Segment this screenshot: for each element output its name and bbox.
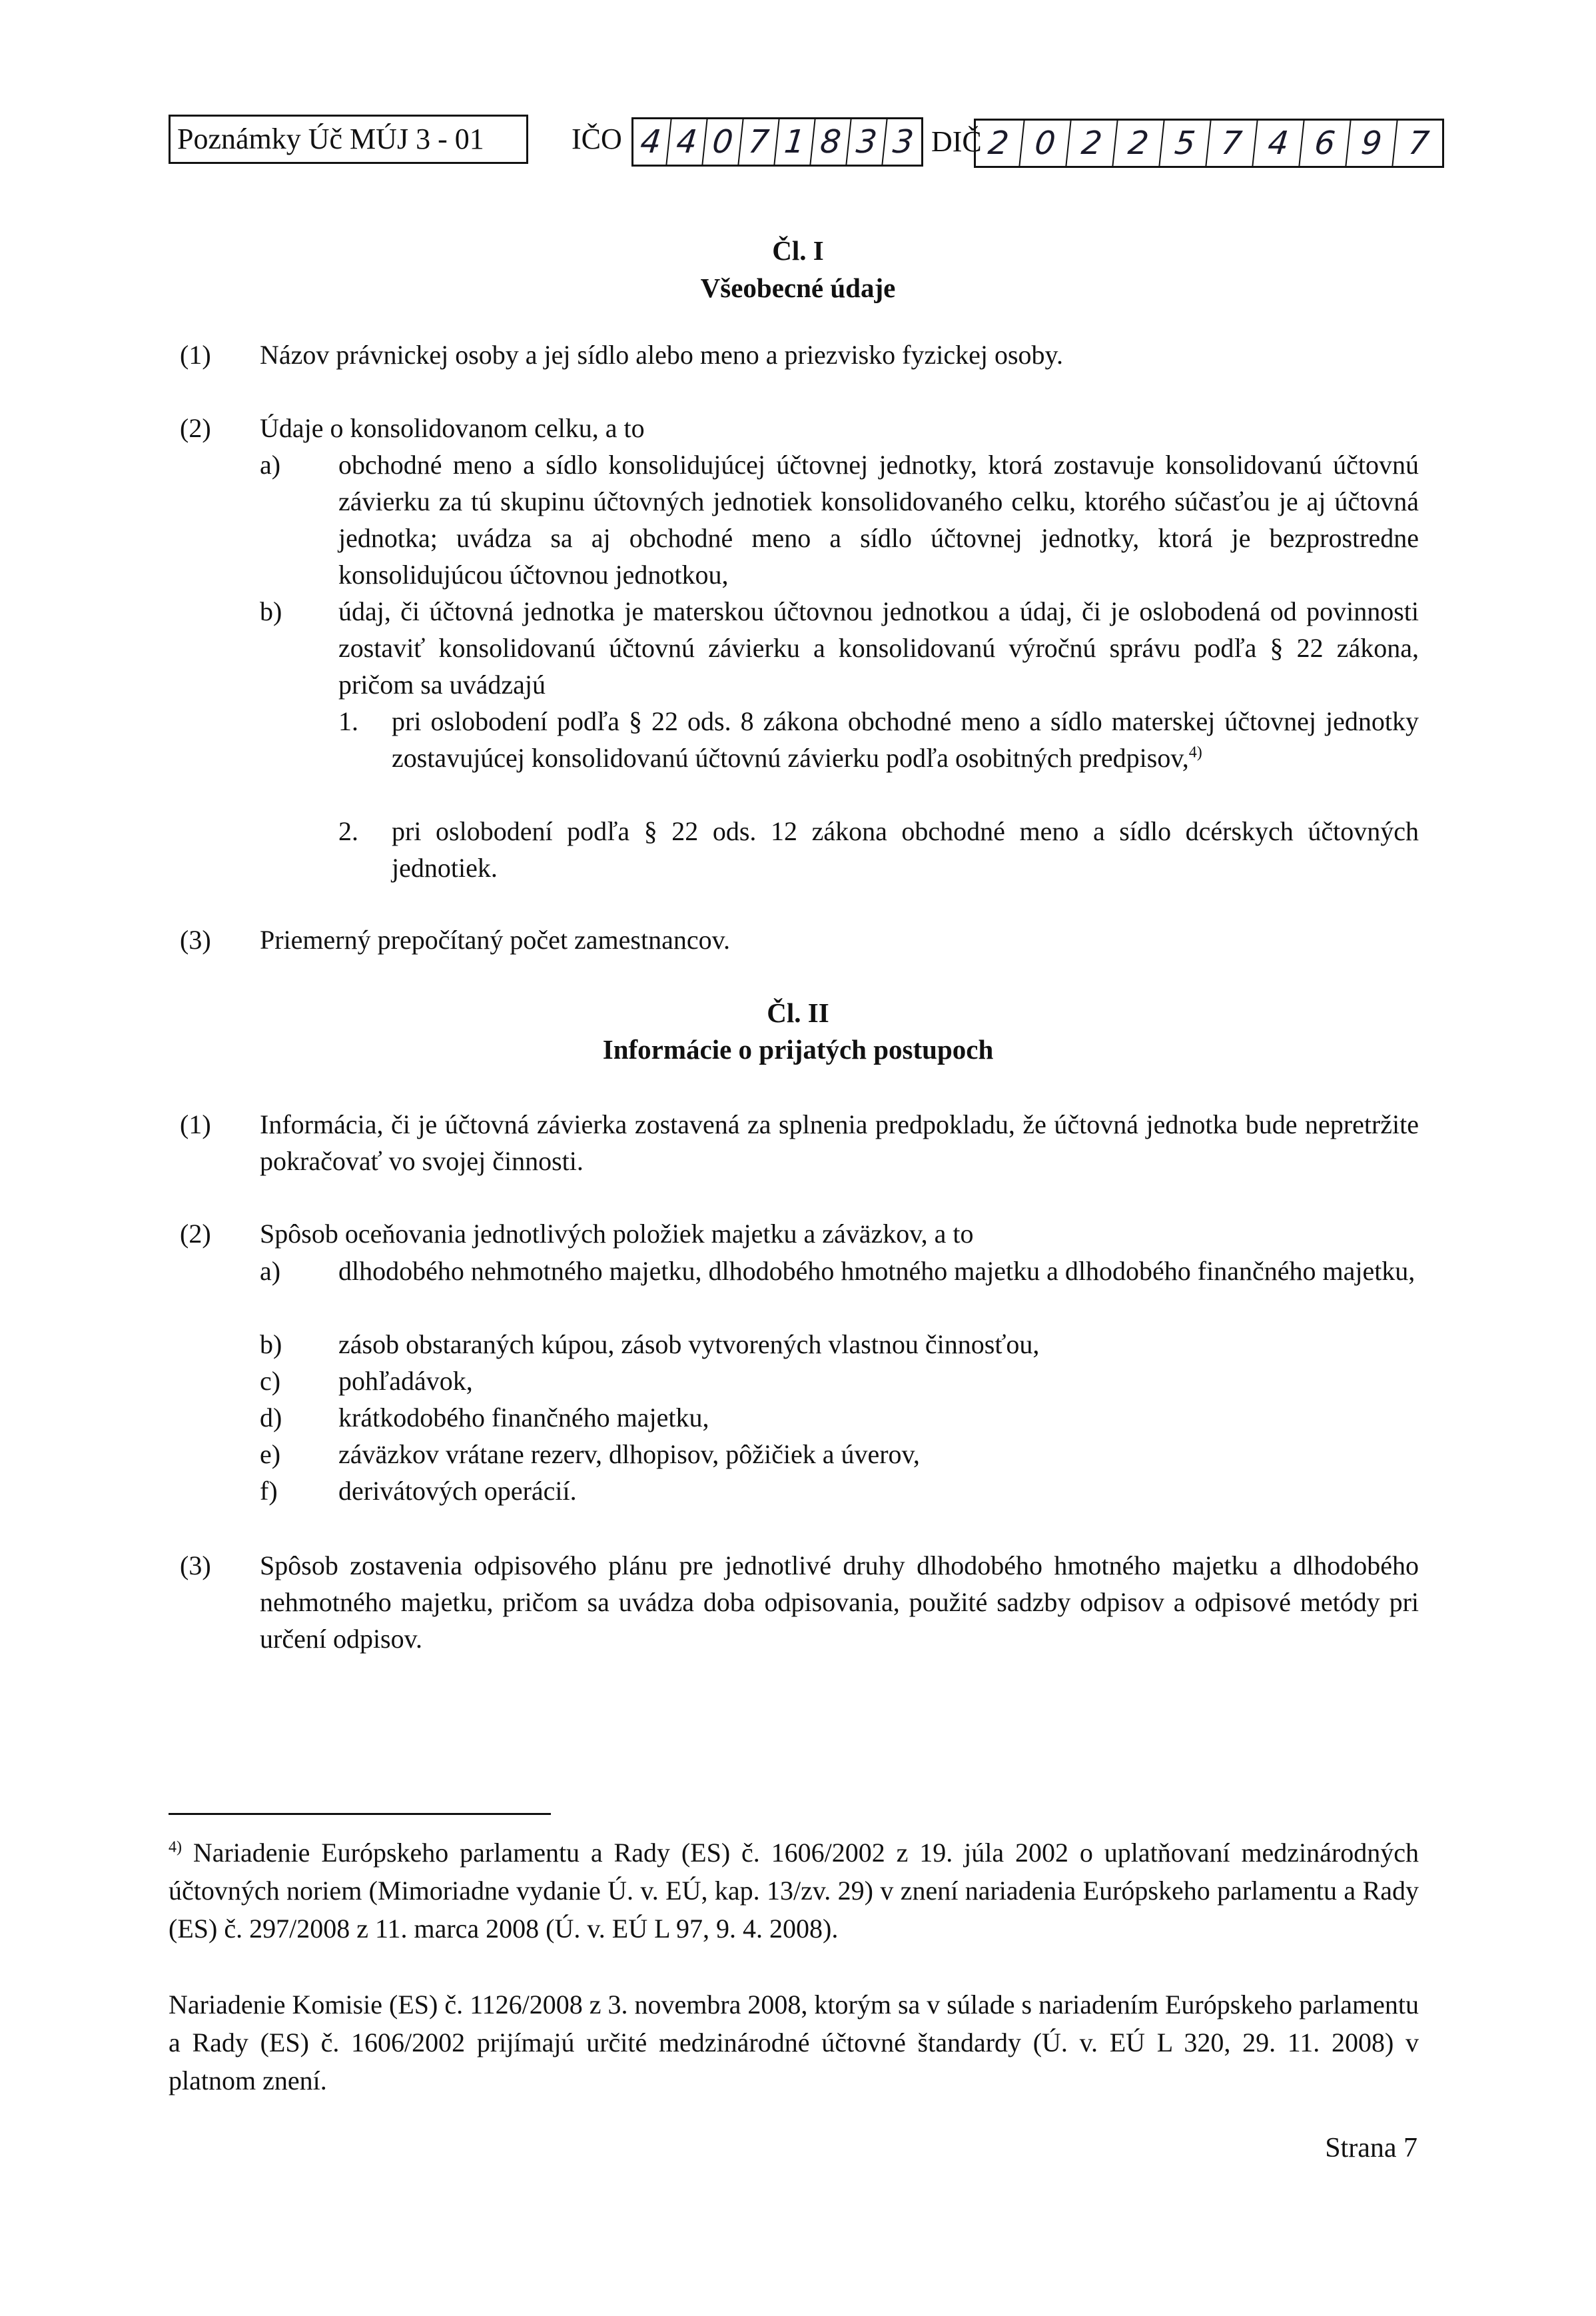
dic-digit: 0 — [1020, 121, 1071, 166]
footnote-separator — [169, 1813, 551, 1815]
article-2-title: Informácie o prijatých postupoch — [602, 1034, 994, 1065]
footnote-marker: 4) — [169, 1838, 182, 1856]
form-code-box — [169, 115, 528, 164]
ico-digit: 8 — [811, 119, 851, 165]
ico-field[interactable] — [631, 117, 923, 167]
subitem-text: obchodné meno a sídlo konsolidujúcej účtovnej jednotky, ktorá zostavuje konsolidovanú účtovnú závierku za tú skupinu účtovných jednotiek konsolidovaného celku, ktorého súčasťou je aj účtovná jednotka; uvádza sa aj obchodné meno a sídlo účtovnej jednotky, ktorá je bezprostredne konsolidujúcou účtovnou jednotkou, — [338, 450, 1419, 590]
subitem-text: zásob obstaraných kúpou, zásob vytvorených vlastnou činnosťou, — [338, 1329, 1040, 1359]
page-number: Strana 7 — [1325, 2133, 1417, 2163]
item-text: Názov právnickej osoby a jej sídlo alebo meno a priezvisko fyzickej osoby. — [260, 340, 1063, 370]
dic-digit: 6 — [1300, 121, 1351, 166]
item-number: (2) — [180, 413, 211, 443]
subitem-letter: a) — [260, 1256, 281, 1286]
ico-digit: 3 — [891, 123, 916, 161]
footnote-2: Nariadenie Komisie (ES) č. 1126/2008 z 3. novembra 2008, ktorým sa v súlade s nariadením Európskeho parlamentu a Rady (ES) č. 1606/2002 prijímajú určité medzinárodné účtovné štandardy (Ú. v. EÚ L 320, 29. 11. 2008) v platnom znení. — [169, 1990, 1419, 2095]
subitem-letter: b) — [260, 1329, 282, 1359]
item-text: Spôsob oceňovania jednotlivých položiek majetku a záväzkov, a to — [260, 1219, 974, 1249]
form-code-label: Poznámky Úč MÚJ 3 - 01 — [177, 123, 484, 155]
numbered-item-number: 2. — [338, 816, 358, 846]
footnote-1-text: Nariadenie Európskeho parlamentu a Rady (ES) č. 1606/2002 z 19. júla 2002 o uplatňovaní medzinárodných účtovných noriem (Mimoriadne vydanie Ú. v. EÚ, kap. 13/zv. 29) v znení nariadenia Európskeho parlamentu a Rady (ES) č. 297/2008 z 11. marca 2008 (Ú. v. EÚ L 97, 9. 4. 2008). — [169, 1838, 1419, 1944]
ico-digit: 0 — [703, 119, 743, 165]
dic-digit: 2 — [973, 121, 1024, 166]
dic-digit: 7 — [1206, 121, 1258, 166]
item-text: Spôsob zostavenia odpisového plánu pre jednotlivé druhy dlhodobého hmotného majetku a dlhodobého nehmotného majetku, pričom sa uvádza doba odpisovania, použité sadzby odpisov a odpisové metódy pri určení odpisov. — [260, 1550, 1419, 1654]
item-number: (3) — [180, 925, 211, 955]
dic-digit: 2 — [1066, 121, 1118, 166]
subitem-letter: f) — [260, 1476, 278, 1506]
subitem-text: údaj, či účtovná jednotka je materskou účtovnou jednotkou a údaj, či je oslobodená od povinnosti zostaviť konsolidovanú účtovnú závierku a konsolidovanú výročnú správu podľa § 22 zákona, pričom sa uvádzajú — [338, 596, 1419, 700]
item-number: (1) — [180, 1109, 211, 1139]
ico-digit: 7 — [739, 119, 779, 165]
item-text: Údaje o konsolidovanom celku, a to — [260, 413, 645, 443]
subitem-text: dlhodobého nehmotného majetku, dlhodobého hmotného majetku a dlhodobého finančného majetku, — [338, 1256, 1415, 1286]
dic-digit: 2 — [1113, 121, 1164, 166]
dic-field[interactable] — [974, 119, 1444, 168]
dic-digit: 7 — [1406, 125, 1431, 162]
article-1-number: Čl. I — [772, 235, 824, 266]
ico-digit: 3 — [847, 119, 887, 165]
article-2-number: Čl. II — [767, 997, 829, 1028]
subitem-text: derivátových operácií. — [338, 1476, 577, 1506]
item-number: (3) — [180, 1550, 211, 1580]
numbered-item-number: 1. — [338, 706, 358, 736]
item-text: Informácia, či je účtovná závierka zostavená za splnenia predpokladu, že účtovná jednotka bude nepretržite pokračovať vo svojej činnosti. — [260, 1109, 1419, 1176]
dic-digit: 5 — [1160, 121, 1211, 166]
subitem-text: pohľadávok, — [338, 1366, 473, 1396]
ico-digit: 4 — [631, 119, 671, 165]
dic-digit: 4 — [1253, 121, 1304, 166]
ico-label: IČO — [572, 123, 622, 155]
ico-digit: 4 — [667, 119, 707, 165]
dic-label: DIČ — [931, 125, 982, 158]
footnote-1 — [169, 1834, 1419, 1948]
subitem-letter: e) — [260, 1439, 281, 1469]
item-number: (1) — [180, 340, 211, 370]
numbered-item-text: pri oslobodení podľa § 22 ods. 12 zákona obchodné meno a sídlo dcérskych účtovných jednotiek. — [392, 816, 1419, 883]
subitem-text: záväzkov vrátane rezerv, dlhopisov, pôžičiek a úverov, — [338, 1439, 920, 1469]
item-number: (2) — [180, 1219, 211, 1249]
ico-digit: 1 — [775, 119, 815, 165]
numbered-item-body: pri oslobodení podľa § 22 ods. 8 zákona obchodné meno a sídlo materskej účtovnej jednotky zostavujúcej konsolidovanú účtovnú závierku podľa osobitných predpisov, — [392, 706, 1419, 773]
subitem-letter: a) — [260, 450, 281, 480]
footnote-reference[interactable]: 4) — [1188, 744, 1202, 762]
numbered-item-text — [392, 703, 1419, 776]
subitem-letter: b) — [260, 596, 282, 626]
subitem-letter: d) — [260, 1403, 282, 1433]
item-text: Priemerný prepočítaný počet zamestnancov. — [260, 925, 731, 955]
dic-digit: 9 — [1346, 121, 1397, 166]
subitem-letter: c) — [260, 1366, 281, 1396]
subitem-text: krátkodobého finančného majetku, — [338, 1403, 709, 1433]
article-1-title: Všeobecné údaje — [700, 273, 896, 303]
